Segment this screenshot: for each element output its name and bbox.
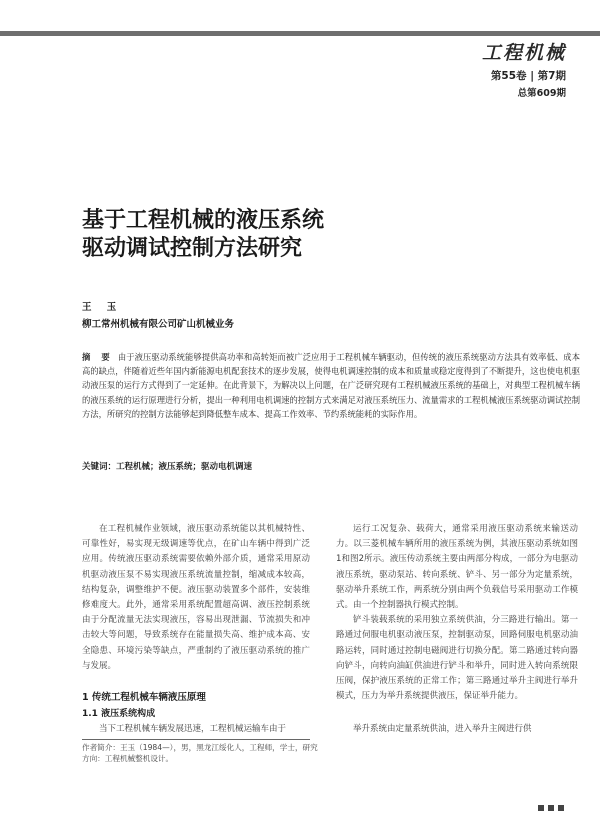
body-column-left [82,522,310,674]
abstract-text: 由于液压驱动系统能够提供高功率和高转矩而被广泛应用于工程机械车辆驱动，但传统的液压系统驱动方法具有效率低、成本高的缺点，伴随着近些年国内新能源电机配套技术的逐步发展，使得电机调速控制的成本和质量或稳定度得到了不断提升，这也使电机驱动液压泵的运行方式得到了一定延伸。在此背景下，为解决以上问题，在广泛研究现有工程机械液压系统的基础上，对典型工程机械车辆的液压系统的运行原理进行分析，提出一种利用电机调速的控制方式来满足对液压系统压力、流量需求的工程机械液压系统驱动调试控制方法，所研究的控制方法能够起到降低整车成本、提高工作效率、节约系统能耗的实际作用。 [82,352,580,419]
keywords: 关键词：工程机械；液压系统；驱动电机调速 [82,462,253,472]
subsection-heading: 1.1 液压系统构成 [82,709,156,719]
author-name: 王 玉 [82,302,123,313]
issue-volume: 第55卷 | 第7期 [490,70,566,82]
title-line-1: 基于工程机械的液压系统 [82,208,325,233]
title-line-2: 驱动调试控制方法研究 [82,236,303,261]
author-affiliation: 柳工常州机械有限公司矿山机械业务 [82,319,235,330]
body-paragraph: 当下工程机械车辆发展迅速，工程机械运输车由于 [99,724,287,734]
header-rule [0,31,600,36]
section-heading: 1 传统工程机械车辆液压原理 [82,692,206,703]
page-corner-mark [538,796,580,802]
abstract [82,350,580,421]
article-title [82,207,324,263]
body-paragraph: 在工程机械作业领域，液压驱动系统能以其机械特性、可靠性好，易实现无级调速等优点，在矿山车辆中得到广泛应用。传统液压驱动系统需要依赖外部介质，通常采用原动机驱动液压泵不易实现液压系统流量控制，缩减成本较高，结构复杂，调整维护不便。液压驱动装置多个部件，安装维修难度大。此外，通常采用系统配置超高调、液压控制系统由于分配流量无法实现液压，容易出现泄漏、节流损失和冲击较大等问题，导致系统存在能量损失高、维护成本高、安全隐患、环境污染等缺点，严重制约了液压驱动系统的推广与发展。 [82,524,310,671]
journal-name: 工程机械 [481,42,566,64]
body-paragraph: 举升系统由定量系统供油，进入举升主阀进行供 [353,724,532,734]
footnote: 作者简介：王玉（1984—），男，黑龙江绥化人，工程师，学士，研究方向：工程机械整机设计。 [82,743,318,763]
abstract-label: 摘 要 [82,352,114,362]
body-paragraph: 运行工况复杂、载荷大，通常采用液压驱动系统来输送动力。以三菱机械车辆所用的液压系统为例，其液压驱动系统如图1和图2所示。液压传动系统主要由两部分构成，一部分为电驱动液压系统，驱动泵站、转向系统、铲斗、另一部分为定量系统，驱动举升系统工作，两系统分别由两个负载信号采用驱动工作模式。由一个控制器执行模式控制。 [336,524,578,611]
footnote-rule [82,739,310,740]
body-column-right [336,522,578,704]
journal-header [482,38,566,99]
issue-total: 总第609期 [517,88,566,99]
body-paragraph: 铲斗装载系统的采用独立系统供油，分三路进行输出。第一路通过伺服电机驱动液压泵，控制驱动泵，回路伺服电机驱动油路运转，同时通过控制电磁阀进行切换分配。第二路通过转向器向铲斗，向转向油缸供油进行铲斗和举升，同时进入转向系统限压阀，保护液压系统的正常工作；第三路通过举升主阀进行举升模式，压力为举升系统提供液压，保证举升能力。 [336,615,578,702]
